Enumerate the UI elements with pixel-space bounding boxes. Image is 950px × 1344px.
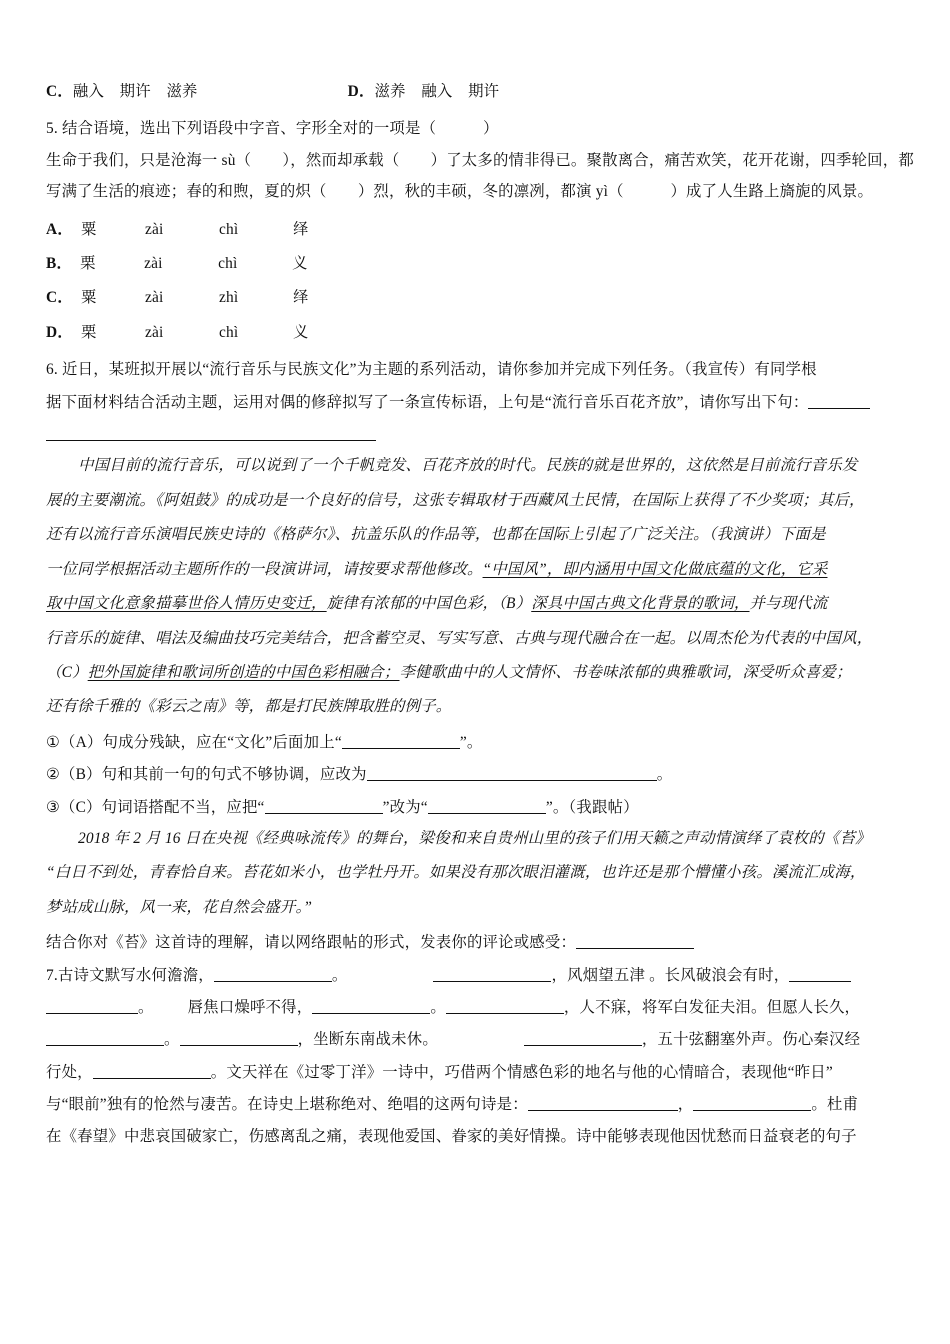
q7-line-4: [46, 1064, 918, 1080]
q6-stem-text-1: 近日，某班拟开展以“流行音乐与民族文化”为主题的系列活动，请你参加并完成下列任务。（我宣传）有同学根: [62, 361, 817, 379]
q5-option-a-char2: 绎: [292, 220, 309, 238]
q5-option-d-pinyin1: zài: [144, 323, 164, 341]
q6-answer-blank-inline[interactable]: [808, 394, 870, 409]
q5-option-d-char1: 栗: [80, 323, 97, 341]
q5-option-d[interactable]: [46, 325, 918, 340]
q6-stem-line-1: [46, 362, 918, 377]
q5-option-d-pinyin2: chì: [218, 323, 239, 341]
q6-task-1: [46, 734, 918, 750]
q5-option-b-label: B．: [46, 255, 73, 273]
task-1-after: ”。: [459, 733, 483, 751]
q5-option-a-label: A．: [46, 220, 73, 238]
poem-line-2: 梦站成山脉，风一来，花自然会盛开。”: [46, 898, 313, 916]
task-3-marker: ③: [46, 797, 60, 816]
q7-seg15: 。杜甫: [811, 1096, 859, 1114]
q7-line-5: [46, 1096, 918, 1112]
task-3-blank-2[interactable]: [428, 799, 546, 814]
q5-stem: [46, 121, 918, 136]
passage-line-4: [46, 562, 918, 577]
q5-option-c-char2: 绎: [292, 289, 309, 307]
passage-line-8: 还有徐千雅的《彩云之南》等，都是打民族牌取胜的例子。: [46, 698, 452, 716]
option-c-text: 融入 期许 滋养: [72, 83, 198, 100]
q7-seg9: ，坐断东南战未休。: [297, 1031, 438, 1049]
task-2-before: （B）句和其前一句的句式不够协调，应改为: [60, 766, 367, 784]
passage-line-7: [46, 665, 918, 680]
q7-seg10: ，五十弦翻塞外声。伤心秦汉经: [641, 1031, 861, 1049]
q7-seg2: 。: [331, 966, 348, 984]
q7-seg14: ，: [677, 1096, 694, 1114]
passage-line-2: 展的主要潮流。《阿姐鼓》的成功是一个良好的信号，这张专辑取材于西藏风土民情，在国际上获得了不少奖项；其后，: [46, 491, 865, 509]
q7-seg3: ，风烟望五津 。长风破浪会有时，: [551, 966, 790, 984]
q5-option-b-char2: 义: [292, 255, 308, 273]
task-1-before: （A）句成分残缺，应在“文化”后面加上“: [60, 733, 342, 751]
q5-option-b[interactable]: [46, 256, 918, 271]
q5-option-b-char1: 栗: [80, 255, 96, 273]
q5-option-d-label: D．: [46, 323, 73, 341]
q6-number: 6.: [46, 361, 58, 379]
q6-stem-text-2: 据下面材料结合活动主题，运用对偶的修辞拟写了一条宣传标语，上句是“流行音乐百花齐放”，请你写出下句：: [46, 393, 809, 411]
q7-blank-3b[interactable]: [46, 999, 138, 1014]
option-d-label: D．: [347, 83, 375, 100]
q7-line-6: 在《春望》中悲哀国破家亡，伤感离乱之痛，表现他爱国、眷家的美好情操。诗中能够表现他因忧愁而日益衰老的句子: [46, 1127, 857, 1145]
q5-option-a[interactable]: [46, 222, 918, 237]
task-3-after: ”。（我跟帖）: [545, 798, 639, 816]
q4-options-row: [46, 84, 918, 99]
q6-task-3: [46, 799, 918, 815]
q5-option-d-char2: 义: [292, 323, 309, 341]
q7-blank-4[interactable]: [312, 999, 430, 1014]
q6-stem-line-2: [46, 394, 918, 410]
q5-number: 5.: [46, 120, 58, 138]
q7-seg5: 唇焦口燥呼不得，: [187, 998, 313, 1016]
q7-blank-7[interactable]: [180, 1031, 298, 1046]
q5-option-c-pinyin2: zhì: [218, 289, 239, 307]
task-2-after: 。: [656, 766, 673, 784]
q5-option-c[interactable]: [46, 290, 918, 305]
q7-line-3: [46, 1031, 918, 1047]
q7-blank-6[interactable]: [46, 1031, 164, 1046]
option-c-label: C．: [46, 83, 73, 100]
q7-blank-2[interactable]: [433, 967, 551, 982]
page-content: [46, 84, 918, 1144]
q7-seg11: 行处，: [46, 1063, 93, 1081]
q7-label: 古诗文默写: [57, 966, 136, 984]
q5-option-a-pinyin1: zài: [144, 220, 164, 238]
q5-option-c-label: C．: [46, 289, 73, 307]
passage-line-4-text: 一位同学根据活动主题所作的一段演讲词，请按要求帮他修改。: [46, 560, 483, 578]
q7-blank-8[interactable]: [524, 1031, 642, 1046]
q5-option-c-pinyin1: zài: [144, 289, 164, 307]
q6-material-passage: [46, 458, 918, 714]
q5-option-c-char1: 粟: [80, 289, 97, 307]
after-c: 李健歌曲中的人文情怀、书卷味浓郁的典雅歌词，深受听众喜爱；: [399, 663, 852, 681]
passage-line-5: [46, 596, 918, 611]
q7-blank-1[interactable]: [214, 967, 332, 982]
q6-answer-blank-row: [46, 426, 918, 442]
q7-blank-3a[interactable]: [789, 967, 851, 982]
task-1-blank[interactable]: [342, 734, 460, 749]
q7-seg8: 。: [164, 1031, 180, 1049]
underlined-segment-a-part1: “中国风”，即内涵用中国文化做底蕴的文化，它采: [482, 560, 828, 578]
q5-option-b-pinyin2: chì: [218, 255, 238, 273]
q7-line-2: [46, 999, 918, 1015]
q7-seg7: ，人不寐，将军白发征夫泪。但愿人长久，: [563, 998, 861, 1016]
q5-option-b-pinyin1: zài: [144, 255, 163, 273]
poem-intro: 2018 年 2 月 16 日在央视《经典咏流传》的舞台，梁俊和来自贵州山里的孩子们用天籁之声动情演绎了袁枚的《苔》: [78, 829, 871, 847]
q6-final-prompt-text: 结合你对《苔》这首诗的理解，请以网络跟帖的形式，发表你的评论或感受：: [46, 934, 577, 952]
underlined-segment-b: 深具中国古典文化背景的歌词，: [531, 595, 750, 613]
q7-number: 7.: [46, 966, 58, 984]
task-2-marker: ②: [46, 765, 60, 784]
option-d-text: 滋养 融入 期许: [374, 83, 500, 100]
after-a-tail: 旋律有浓郁的中国色彩，: [326, 595, 499, 613]
marker-c: （C）: [46, 663, 88, 681]
task-3-before: （C）句词语搭配不当，应把“: [60, 798, 265, 816]
q7-blank-5[interactable]: [446, 999, 564, 1014]
q7-blank-10[interactable]: [528, 1096, 678, 1111]
q7-seg12: 。文天祥在《过零丁洋》一诗中，巧借两个情感色彩的地名与他的心情暗合，表现他“昨日”: [210, 1063, 833, 1081]
task-3-mid: ”改为“: [382, 798, 428, 816]
task-1-marker: ①: [46, 732, 60, 751]
q5-stem-text: 结合语境，选出下列语段中字音、字形全对的一项是（ ）: [62, 120, 499, 138]
q7-blank-9[interactable]: [93, 1064, 211, 1079]
q7-blank-11[interactable]: [693, 1096, 811, 1111]
q5-option-a-pinyin2: chì: [218, 220, 239, 238]
q5-passage-line-2: 写满了生活的痕迹；春的和煦，夏的炽（ ）烈，秋的丰硕，冬的凛冽，都演 yì（ ）成了人生路上旖旎的风景。: [46, 183, 874, 201]
q5-passage-line-1: 生命于我们，只是沧海一 sù（ ），然而却承载（ ）了太多的情非得已。聚散离合，痛苦欢笑，花开花谢，四季轮回，都: [46, 151, 914, 169]
underlined-segment-a-part2: 取中国文化意象描摹世俗人情历史变迁，: [46, 595, 327, 613]
marker-b: （B）: [498, 595, 532, 613]
q6-final-prompt: [46, 934, 918, 950]
q6-task-2: [46, 766, 918, 782]
q7-seg6: 。: [430, 998, 446, 1016]
task-2-blank[interactable]: [367, 766, 657, 781]
after-b: 并与现代流: [749, 595, 828, 613]
passage-line-3: 还有以流行音乐演唱民族史诗的《格萨尔》、抗盖乐队的作品等，也都在国际上引起了广泛关注。（我演讲）下面是: [46, 526, 826, 544]
poem-line-1: “白日不到处，青春恰自来。苔花如米小，也学牡丹开。如果没有那次眼泪灌溉，也许还是那个懵懂小孩。溪流汇成海，: [46, 864, 866, 882]
q6-final-blank[interactable]: [576, 934, 694, 949]
q7-seg1: 水何澹澹，: [135, 966, 214, 984]
q7-seg13: 与“眼前”独有的怆然与凄苦。在诗史上堪称绝对、绝唱的这两句诗是：: [46, 1096, 528, 1114]
q7-line-1: [46, 967, 918, 983]
passage-line-6: 行音乐的旋律、唱法及编曲技巧完美结合，把含蓄空灵、写实写意、古典与现代融合在一起。以周杰伦为代表的中国风，: [46, 629, 873, 647]
q6-answer-blank-long[interactable]: [46, 426, 376, 441]
q7-seg4: 。: [138, 998, 154, 1016]
passage-line-1: 中国目前的流行音乐，可以说到了一个千帆竞发、百花齐放的时代。民族的就是世界的，这依然是目前流行音乐发: [78, 457, 858, 475]
task-3-blank-1[interactable]: [265, 799, 383, 814]
q6-poem-block: [46, 831, 918, 915]
underlined-segment-c: 把外国旋律和歌词所创造的中国色彩相融合；: [87, 663, 400, 681]
q5-option-a-char1: 粟: [80, 220, 97, 238]
